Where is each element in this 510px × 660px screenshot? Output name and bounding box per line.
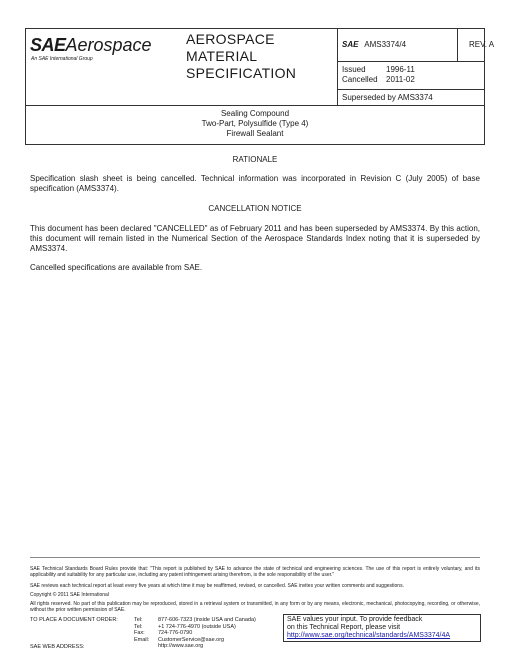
- superseded-by: Superseded by AMS3374: [342, 93, 433, 102]
- doc-type-line: SPECIFICATION: [186, 65, 297, 81]
- cancelled-date: 2011-02: [386, 75, 415, 84]
- document-type: [186, 31, 346, 82]
- document-header: [25, 28, 495, 106]
- logo-aerospace-text: Aerospace: [65, 35, 152, 55]
- issued-label: Issued: [342, 65, 366, 74]
- copyright-text: Copyright © 2011 SAE International: [30, 592, 109, 598]
- board-rules-text: SAE Technical Standards Board Rules provide that: "This report is published by SAE to advance the state of technical and engineering sciences. The use of this report is entirely voluntary, and its applicability and suitability for any particular use, including any patent infringement arising therefrom, is the sole responsibility of the user.": [30, 566, 480, 578]
- document-number: [342, 40, 406, 49]
- sae-aerospace-logo: [26, 29, 176, 105]
- doc-type-line: AEROSPACE: [186, 31, 275, 47]
- contact-value: 877-606-7323 (inside USA and Canada): [158, 617, 256, 623]
- contact-label: Email:: [134, 636, 150, 643]
- order-contacts: [134, 617, 284, 650]
- cancelled-availability-text: Cancelled specifications are available from SAE.: [30, 263, 203, 272]
- cancellation-text: This document has been declared "CANCELLED" as of February 2011 and has been superseded by AMS3374. By this action, this document will remain listed in the Numerical Section of the Aerospace Standards Index noting that it is superseded by AMS3374.: [30, 224, 480, 253]
- header-divider: [337, 61, 485, 62]
- document-dates: [342, 65, 415, 85]
- header-divider: [457, 29, 458, 61]
- contact-value: 724-776-0790: [158, 630, 193, 636]
- revision-label: REV. A: [469, 40, 495, 49]
- header-divider: [337, 89, 485, 90]
- contact-label: [134, 643, 158, 650]
- review-text: SAE reviews each technical report at least every five years at which time it may be reaffirmed, revised, or cancelled. SAE invites your written comments and suggestions.: [30, 583, 404, 589]
- rationale-text: Specification slash sheet is being cancelled. Technical information was incorporated in Revision C (July 2005) of base specification (AMS3374).: [30, 174, 480, 193]
- cancelled-label: Cancelled: [342, 75, 378, 84]
- doc-type-line: MATERIAL: [186, 48, 258, 64]
- contact-email-link[interactable]: CustomerService@sae.org: [158, 636, 225, 643]
- footer-divider: [30, 557, 480, 558]
- contact-label: Tel:: [134, 617, 143, 623]
- logo-subtitle: An SAE International Group: [31, 56, 93, 62]
- document-title: [25, 105, 485, 145]
- contact-value: +1 724-776-4970 (outside USA): [158, 623, 236, 630]
- cancellation-heading: CANCELLATION NOTICE: [208, 204, 302, 213]
- title-line: Firewall Sealant: [226, 129, 284, 138]
- order-label: TO PLACE A DOCUMENT ORDER:: [30, 617, 118, 623]
- header-divider: [337, 29, 338, 106]
- rights-text: All rights reserved. No part of this publication may be reproduced, stored in a retrieval system or transmitted, in any form or by any means, electronic, mechanical, photocopying, recording, or otherwise, without the prior written permission of SAE.: [30, 601, 480, 613]
- feedback-text: on this Technical Report, please visit: [287, 624, 401, 631]
- feedback-link[interactable]: http://www.sae.org/technical/standards/AMS3374/4A: [287, 632, 451, 639]
- title-line: Sealing Compound: [220, 109, 290, 118]
- title-line: Two-Part, Polysulfide (Type 4): [201, 119, 309, 128]
- document-number-text: AMS3374/4: [364, 40, 407, 49]
- rationale-heading: RATIONALE: [232, 155, 278, 164]
- issued-date: 1996-11: [386, 65, 415, 74]
- feedback-text: SAE values your input. To provide feedback: [287, 616, 423, 623]
- web-address-link[interactable]: http://www.sae.org: [158, 643, 204, 649]
- contact-label: Tel:: [134, 623, 143, 630]
- feedback-box: [283, 614, 481, 642]
- logo-sae-text: SAE: [30, 35, 66, 55]
- contact-label: Fax:: [134, 630, 145, 636]
- web-address-label: SAE WEB ADDRESS:: [30, 644, 85, 650]
- sae-mark-icon: SAE: [342, 40, 359, 49]
